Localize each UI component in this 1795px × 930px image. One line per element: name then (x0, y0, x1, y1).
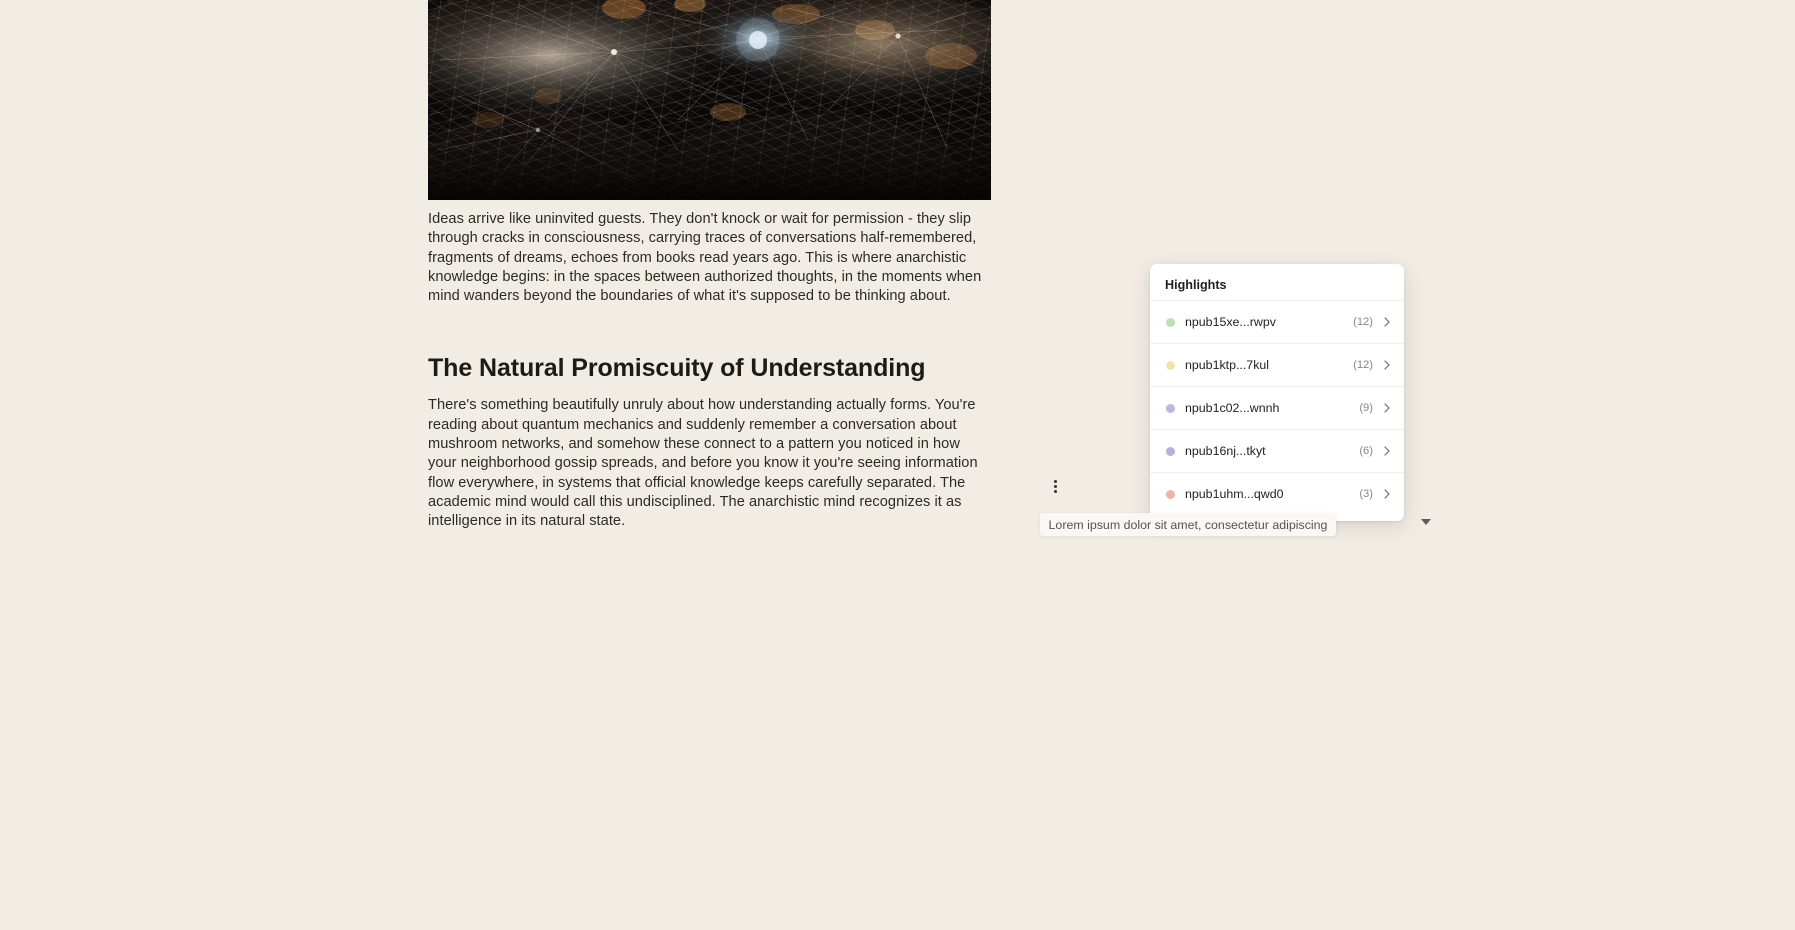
highlight-row[interactable] (1150, 472, 1404, 515)
tooltip-bar: Lorem ipsum dolor sit amet, consectetur adipiscing (1040, 513, 1336, 536)
highlight-row[interactable] (1150, 429, 1404, 472)
article-paragraph-1: Ideas arrive like uninvited guests. They don't knock or wait for permission - they slip through cracks in consciousness, carrying traces of conversations half-remembered, fragments of dreams, echoes from books read years ago. This is where anarchistic knowledge begins: in the spaces between authorized thoughts, in the moments when mind wanders beyond the boundaries of what it's supposed to be thinking about. (428, 211, 982, 305)
highlight-color-dot (1166, 318, 1175, 327)
article-column (428, 0, 991, 532)
highlight-row[interactable] (1150, 300, 1404, 343)
chevron-right-icon (1382, 446, 1392, 456)
highlight-row[interactable] (1150, 386, 1404, 429)
highlight-count: (12) (1353, 316, 1373, 328)
highlight-author-npub: npub16nj...tkyt (1185, 444, 1266, 458)
highlight-color-dot (1166, 447, 1175, 456)
chevron-right-icon (1382, 489, 1392, 499)
kebab-menu-icon (1054, 480, 1057, 494)
highlight-count: (6) (1359, 445, 1373, 457)
chevron-right-icon (1382, 317, 1392, 327)
highlight-count: (12) (1353, 359, 1373, 371)
article-section-title: The Natural Promiscuity of Understanding (428, 354, 926, 383)
highlight-row[interactable] (1150, 343, 1404, 386)
article-paragraph-2: There's something beautifully unruly about how understanding actually forms. You're reading about quantum mechanics and suddenly remember a conversation about mushroom networks, and somehow these connect to a pattern you noticed in how your neighborhood gossip spreads, and before you know it you're seeing information flow everywhere, in systems that official knowledge keeps carefully separated. The academic mind would call this undisciplined. The anarchistic mind recognizes it as intelligence in its natural state. (428, 397, 978, 530)
highlights-panel (1150, 264, 1404, 521)
highlight-author-npub: npub15xe...rwpv (1185, 315, 1276, 329)
highlight-author-npub: npub1uhm...qwd0 (1185, 487, 1284, 501)
highlight-count: (9) (1359, 402, 1373, 414)
chevron-right-icon (1382, 360, 1392, 370)
highlight-author-npub: npub1c02...wnnh (1185, 401, 1280, 415)
chevron-right-icon (1382, 403, 1392, 413)
more-options-button[interactable] (1042, 473, 1069, 500)
highlight-color-dot (1166, 490, 1175, 499)
highlight-color-dot (1166, 404, 1175, 413)
highlight-color-dot (1166, 361, 1175, 370)
highlight-count: (3) (1359, 488, 1373, 500)
highlight-author-npub: npub1ktp...7kul (1185, 358, 1270, 372)
hero-image (428, 0, 991, 200)
highlights-title: Highlights (1165, 278, 1227, 292)
chevron-down-icon[interactable] (1421, 519, 1431, 525)
